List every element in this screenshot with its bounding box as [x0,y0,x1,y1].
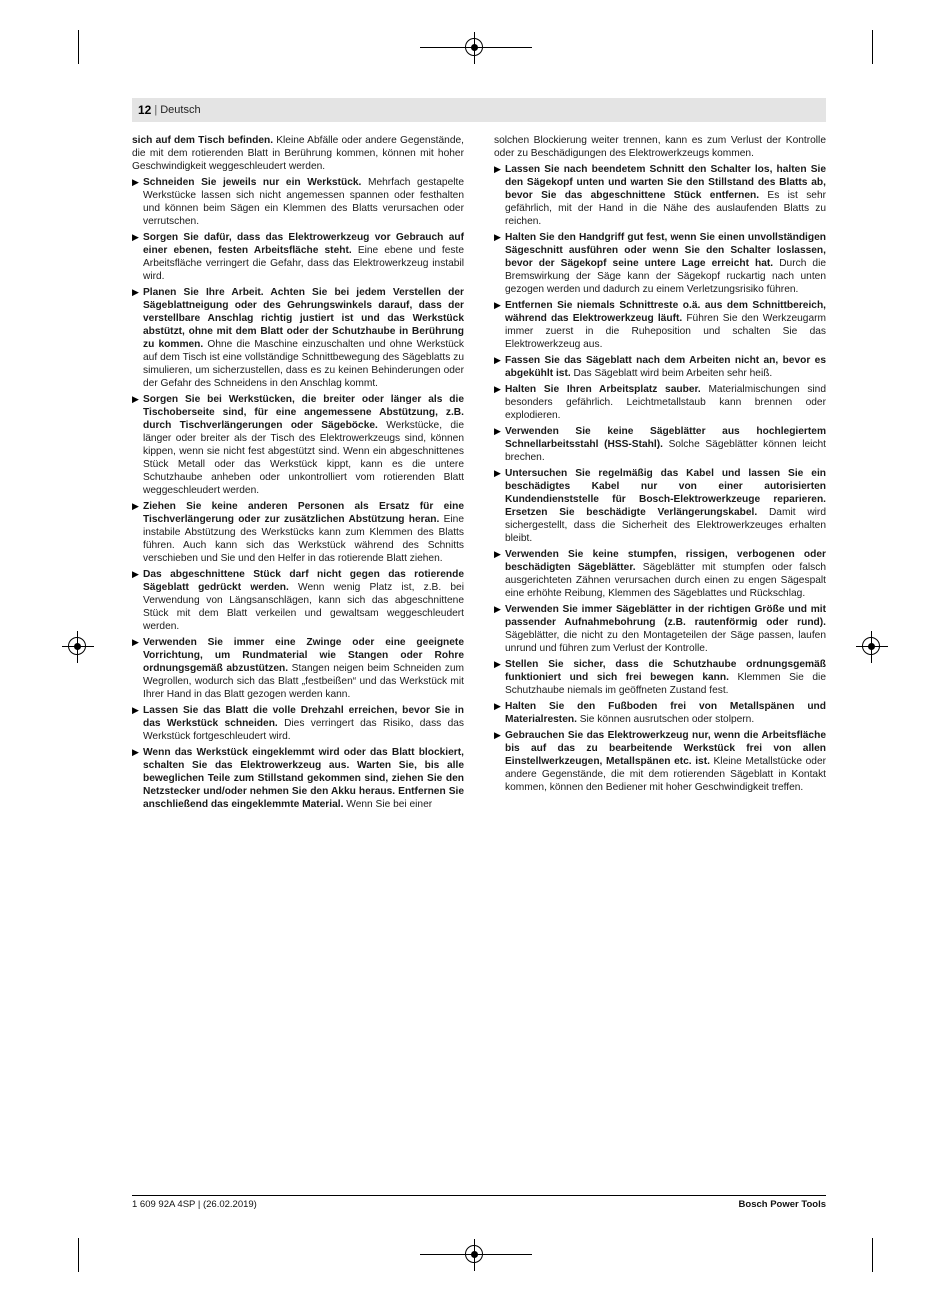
paragraph-lead: sich auf dem Tisch befinden. [132,135,274,146]
list-item-lead: Verwenden Sie immer Sägeblätter in der richtigen Größe und mit passender Aufnahmebohrung (z.B. rautenförmig oder rund). [505,604,826,628]
list-item [132,568,464,633]
list-item-body: Es ist sehr gefährlich, mit der Hand in die Nähe des auslaufenden Blatts zu reichen. [505,190,827,227]
crop-mark-top-right-vertical [872,30,873,64]
list-item-text [143,704,464,743]
bullet-icon: ▶ [494,659,501,669]
bullet-icon: ▶ [132,394,139,404]
list-item-text [143,176,464,228]
list-item-text [505,603,826,655]
list-item [132,176,464,228]
list-item [494,467,826,545]
list-item [132,704,464,743]
list-item-lead: Schneiden Sie jeweils nur ein Werkstück. [143,177,362,188]
list-item-text [143,286,464,390]
bullet-icon: ▶ [494,232,501,242]
list-item [494,700,826,726]
page-footer [132,1195,826,1210]
list-item-text [505,299,826,351]
bullet-icon: ▶ [494,549,501,559]
bullet-icon: ▶ [494,604,501,614]
paragraph-body: solchen Blockierung weiter trennen, kann es zum Verlust der Kontrolle oder zu Beschädigungen des Elektrowerkzeugs kommen. [494,135,826,159]
document-id: 1 609 92A 4SP | (26.02.2019) [132,1199,257,1210]
list-item-text [505,163,826,228]
list-item [494,603,826,655]
list-item-body: Eine ebene und feste Arbeitsfläche verringert die Gefahr, dass das Elektrowerkzeug instabil wird. [143,245,464,282]
list-item-text [143,636,464,701]
list-item-text [143,746,464,811]
list-item-lead: Halten Sie den Fußboden frei von Metallspänen und Materialresten. [505,701,826,725]
list-item-lead: Sorgen Sie bei Werkstücken, die breiter oder länger als die Tischoberseite sind, für eine angemessene Abstützung, z.B. durch Tischverlängerungen oder Sägeböcke. [143,394,464,431]
list-item [132,231,464,283]
bullet-icon: ▶ [494,701,501,711]
list-item-body: Werkstücke, die länger oder breiter als der Tisch des Elektrowerkzeugs sind, können kippen, wenn sie nicht fest abgestützt sind. Wenn ein abgeschnittenes Stück Metall oder das Werkstück kippt, kann es die untere Schutzhaube anheben oder unkontrolliert vom rotierenden Blatt weggeschleudert werden. [143,420,464,496]
registration-mark-top [465,38,483,56]
header-language: Deutsch [160,104,201,116]
list-item [494,425,826,464]
bullet-icon: ▶ [132,177,139,187]
list-item-body: Das Sägeblatt wird beim Arbeiten sehr heiß. [570,368,773,379]
list-item-lead: Stellen Sie sicher, dass die Schutzhaube ordnungsgemäß funktioniert und sich frei bewegen kann. [505,659,826,683]
list-item-lead: Halten Sie Ihren Arbeitsplatz sauber. [505,384,701,395]
bullet-icon: ▶ [132,705,139,715]
bullet-icon: ▶ [132,569,139,579]
list-item-lead: Verwenden Sie keine Sägeblätter aus hochlegiertem Schnellarbeitsstahl (HSS-Stahl). [505,426,826,450]
list-item-lead: Lassen Sie das Blatt die volle Drehzahl erreichen, bevor Sie in das Werkstück schneiden. [143,705,464,729]
list-item-body: Mehrfach gestapelte Werkstücke lassen sich nicht angemessen spannen oder festhalten und können beim Sägen ein Klemmen des Blatts verursachen oder verrutschen. [143,177,465,227]
list-item [132,636,464,701]
list-item-text [505,467,826,545]
right-column [494,134,826,811]
list-item-lead: Verwenden Sie keine stumpfen, rissigen, verbogenen oder beschädigten Sägeblätter. [505,549,826,573]
bullet-icon: ▶ [494,300,501,310]
list-item [494,231,826,296]
list-item-text [143,500,464,565]
list-item-lead: Das abgeschnittene Stück darf nicht gegen das rotierende Sägeblatt gedrückt werden. [143,569,464,593]
paragraph-body: Kleine Abfälle oder andere Gegenstände, die mit dem rotierenden Blatt in Berührung kommen, können mit hoher Geschwindigkeit weggeschleudert werden. [132,135,464,172]
list-item-text [505,425,826,464]
list-item-text [505,729,826,794]
page-header [132,98,826,122]
bullet-icon: ▶ [132,287,139,297]
list-item-text [505,700,826,726]
list-item-body: Damit wird sichergestellt, dass die Sicherheit des Elektrowerkzeuges erhalten bleibt. [505,507,826,544]
list-item-body: Dies verringert das Risiko, dass das Werkstück fortgeschleudert wird. [143,718,464,742]
page-number: 12 [138,103,152,117]
paragraph-continuation [132,134,464,173]
list-item-text [505,658,826,697]
list-item-text [505,548,826,600]
list-item-lead: Verwenden Sie immer eine Zwinge oder eine geeignete Vorrichtung, um Rundmaterial wie Stangen oder Rohre ordnungsgemäß abzustützen. [143,637,464,674]
list-item-body: Sie können ausrutschen oder stolpern. [576,714,755,725]
list-item-text [143,231,464,283]
bullet-icon: ▶ [494,164,501,174]
list-item [132,286,464,390]
list-item-body: Eine instabile Abstützung des Werkstücks kann zum Klemmen des Blatts führen. Auch kann sich das Werkstück während des Schnitts verschieben und Sie und den Helfer in das rotierende Blatt ziehen. [143,514,464,564]
list-item-lead: Sorgen Sie dafür, dass das Elektrowerkzeug vor Gebrauch auf einer ebenen, festen Arbeitsfläche steht. [143,232,464,256]
list-item-body: Solche Sägeblätter können leicht brechen. [505,439,826,463]
text-columns [132,134,826,811]
registration-mark-right [862,637,880,655]
list-item-lead: Ziehen Sie keine anderen Personen als Ersatz für eine Tischverlängerung oder zur zusätzlichen Abstützung heran. [143,501,464,525]
list-item [494,548,826,600]
list-item-text [143,393,464,497]
list-item [132,393,464,497]
crop-mark-bottom-right-vertical [872,1238,873,1272]
list-item-lead: Untersuchen Sie regelmäßig das Kabel und lassen Sie ein beschädigtes Kabel nur von einer autorisierten Kundendienststelle für Bosch-Elektrowerkzeuge reparieren. Ersetzen Sie beschädigte Verlängerungskabel. [505,468,826,518]
list-item-text [505,354,826,380]
bullet-icon: ▶ [132,501,139,511]
list-item-text [143,568,464,633]
list-item-body: Ohne die Maschine einzuschalten und ohne Werkstück auf dem Tisch ist eine vollständige Schnittbewegung des Sägeblatts zu simulieren, um sicherzustellen, dass es zu keinen Behinderungen oder der Gefahr des Schneidens in den Anschlag kommt. [143,339,464,389]
list-item-lead: Lassen Sie nach beendetem Schnitt den Schalter los, halten Sie den Sägekopf unten und warten Sie den Stillstand des Blatts ab, bevor Sie das abgeschnittene Stück entfernen. [505,164,826,201]
registration-mark-bottom [465,1245,483,1263]
list-item-lead: Gebrauchen Sie das Elektrowerkzeug nur, wenn die Arbeitsfläche bis auf das zu bearbeitende Werkstück frei von allen Einstellwerkzeugen, Metallspänen etc. ist. [505,730,826,767]
list-item-body: Führen Sie den Werkzeugarm immer zuerst in die Ruheposition und schalten Sie das Elektrowerkzeug aus. [505,313,826,350]
header-separator: | [154,104,158,116]
left-column [132,134,464,811]
list-item [494,163,826,228]
bullet-icon: ▶ [132,232,139,242]
list-item-lead: Planen Sie Ihre Arbeit. Achten Sie bei jedem Verstellen der Sägeblattneigung oder des Gehrungswinkels darauf, dass der verstellbare Anschlag richtig justiert ist und das Werkstück abstützt, ohne mit dem Blatt oder der Schutzhaube in Berührung zu kommen. [143,287,464,350]
list-item-text [505,231,826,296]
list-item-lead: Entfernen Sie niemals Schnittreste o.ä. aus dem Schnittbereich, während das Elektrowerkzeug läuft. [505,300,826,324]
list-item [494,354,826,380]
list-item [494,299,826,351]
list-item [132,500,464,565]
list-item [494,383,826,422]
registration-mark-left [68,637,86,655]
list-item-body: Klemmen Sie die Schutzhaube niemals im geöffneten Zustand fest. [505,672,826,696]
publisher-name: Bosch Power Tools [738,1199,826,1210]
crop-mark-top-left-vertical [78,30,79,64]
list-item-body: Wenn Sie bei einer [343,799,433,810]
list-item [132,746,464,811]
list-item-lead: Halten Sie den Handgriff gut fest, wenn Sie einen unvollständigen Sägeschnitt ausführen oder wenn Sie den Schalter loslassen, bevor der Sägekopf seine untere Lage erreicht hat. [505,232,826,269]
page-content [132,98,826,1210]
list-item-body: Sägeblätter mit stumpfen oder falsch ausgerichteten Zähnen verursachen durch einen zu engen Sägespalt eine erhöhte Reibung, Klemmen des Sägeblattes und Rückschlag. [505,562,827,599]
paragraph-continuation [494,134,826,160]
list-item-lead: Wenn das Werkstück eingeklemmt wird oder das Blatt blockiert, schalten Sie das Elektrowerkzeug aus. Warten Sie, bis alle beweglichen Teile zum Stillstand gekommen sind, ziehen Sie den Netzstecker und/oder nehmen Sie den Akku heraus. Entfernen Sie anschließend das eingeklemmte Material. [143,747,464,810]
bullet-icon: ▶ [494,730,501,740]
list-item-body: Stangen neigen beim Schneiden zum Wegrollen, wodurch sich das Blatt „festbeißen“ und das Werkstück mit Ihrer Hand in das Blatt gezogen werden kann. [143,663,464,700]
list-item-body: Wenn wenig Platz ist, z.B. bei Verwendung von Längsanschlägen, kann sich das abgeschnittene Stück mit dem Blatt verkeilen und gewaltsam weggeschleudert werden. [143,582,464,632]
list-item-body: Kleine Metallstücke oder andere Gegenstände, die mit dem rotierenden Sägeblatt in Kontakt kommen, können den Bediener mit hoher Geschwindigkeit treffen. [505,756,826,793]
bullet-icon: ▶ [494,355,501,365]
list-item-body: Materialmischungen sind besonders gefährlich. Leichtmetallstaub kann brennen oder explodieren. [505,384,827,421]
list-item-text [505,383,826,422]
list-item-lead: Fassen Sie das Sägeblatt nach dem Arbeiten nicht an, bevor es abgekühlt ist. [505,355,826,379]
bullet-icon: ▶ [132,747,139,757]
bullet-icon: ▶ [494,426,501,436]
bullet-icon: ▶ [132,637,139,647]
list-item-body: Durch die Bremswirkung der Säge kann der Sägekopf ruckartig nach unten gezogen werden und dadurch zu einem Verletzungsrisiko führen. [505,258,826,295]
bullet-icon: ▶ [494,384,501,394]
bullet-icon: ▶ [494,468,501,478]
list-item-body: Sägeblätter, die nicht zu den Montageteilen der Säge passen, laufen unrund und führen zum Verlust der Kontrolle. [505,630,826,654]
crop-mark-bottom-left-vertical [78,1238,79,1272]
list-item [494,658,826,697]
list-item [494,729,826,794]
